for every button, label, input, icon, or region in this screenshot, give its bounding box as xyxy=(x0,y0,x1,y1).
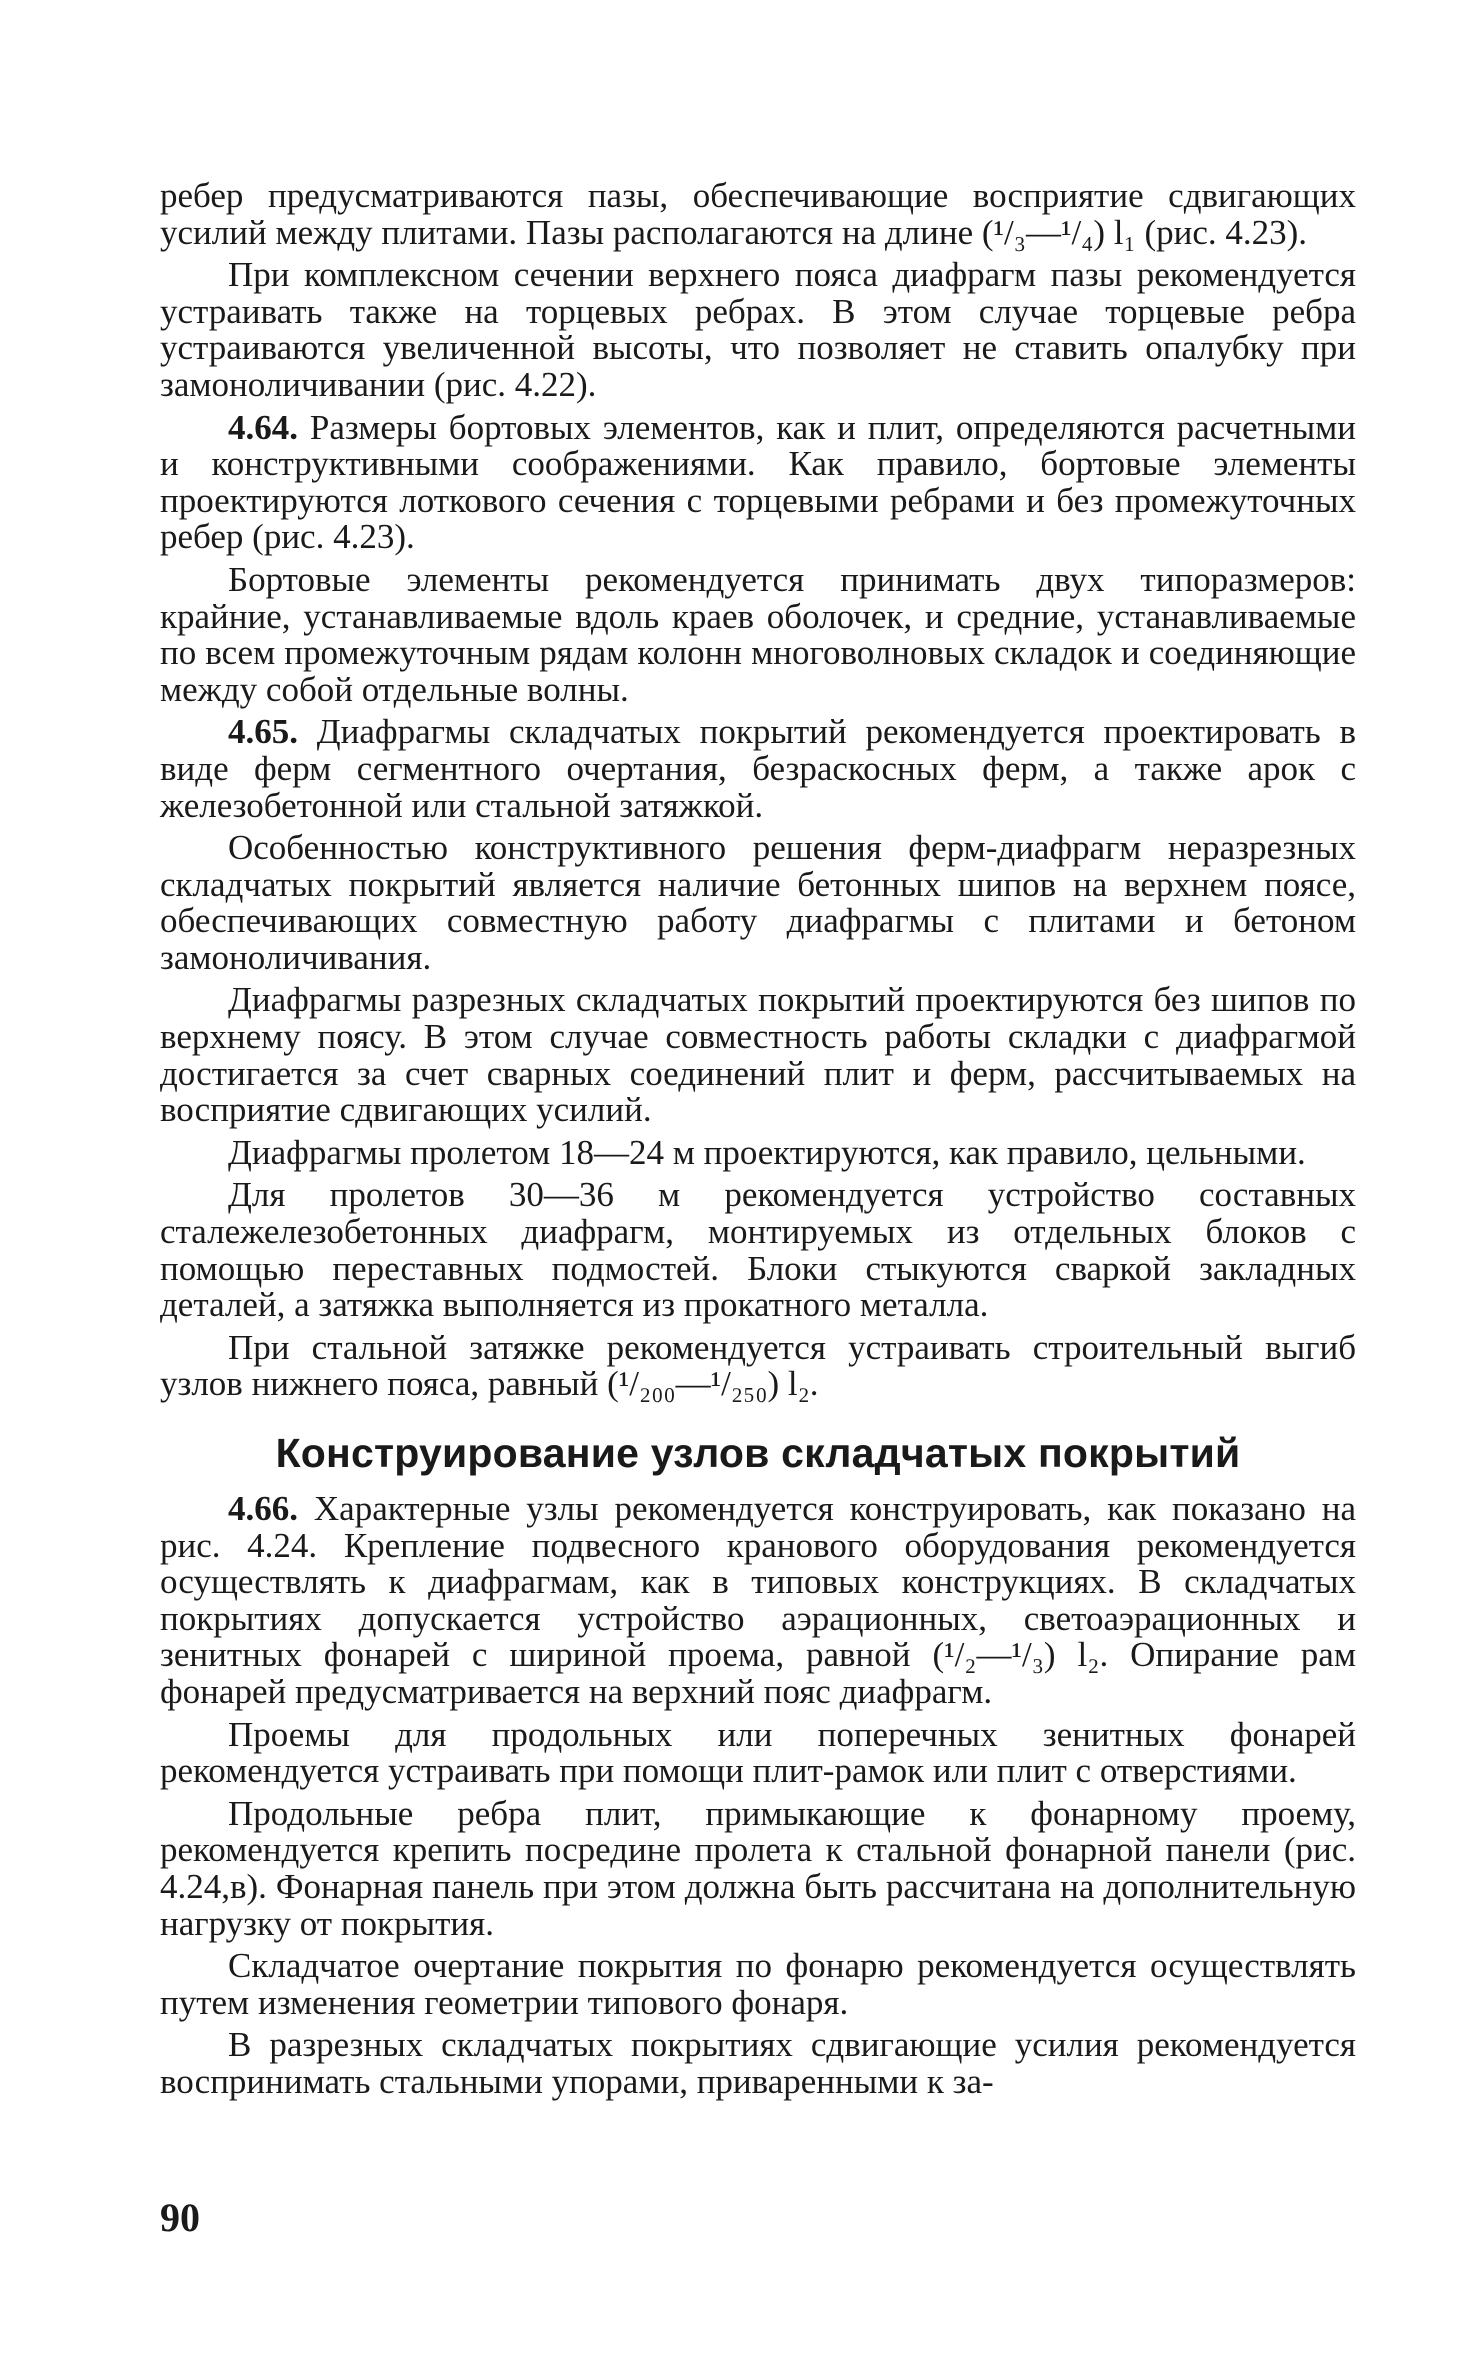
paragraph-text: Особенностью конструктивного решения ферм-диафрагм неразрезных складчатых покрытий является наличие бетонных шипов на верхнем поясе, обеспечивающих совместную работу диафрагмы с плитами и бетоном замоноличивания. xyxy=(160,828,1356,977)
clause-number: 4.64. xyxy=(228,407,298,447)
paragraph-text: Для пролетов 30—36 м рекомендуется устройство составных сталежелезобетонных диафрагм, монтируемых из отдельных блоков с помощью переставных подмостей. Блоки стыкуются сваркой закладных деталей, а затяжка выполняется из прокатного металла. xyxy=(160,1175,1356,1325)
paragraph xyxy=(160,257,1356,403)
paragraph-text: Проемы для продольных или поперечных зенитных фонарей рекомендуется устраивать при помощи плит-рамок или плит с отверстиями. xyxy=(160,1714,1356,1791)
paragraph xyxy=(160,2027,1356,2100)
paragraph-text: Размеры бортовых элементов, как и плит, определяются расчетными и конструктивными соображениями. Как правило, бортовые элементы проектируются лоткового сечения с торцевыми ребрами и без промежуточных ребер (рис. 4.23). xyxy=(160,407,1356,557)
paragraph xyxy=(160,178,1356,251)
section-heading: Конструирование узлов складчатых покрытий xyxy=(275,1430,1241,1476)
paragraph xyxy=(160,1948,1356,2021)
clause-number: 4.66. xyxy=(228,1489,298,1528)
paragraph xyxy=(160,407,1356,557)
paragraph xyxy=(160,1132,1356,1172)
paragraph xyxy=(160,1714,1356,1791)
paragraph-text: Характерные узлы рекомендуется конструировать, как показано на рис. 4.24. Крепление подвесного кранового оборудования рекомендуется осуществлять к диафрагмам, как в типовых конструкциях. В складчатых покрытиях допускается устройство аэрационных, светоаэрационных и зенитных фонарей с шириной проема, равной (¹/₂—¹/₃) l₂. Опирание рам фонарей предусматривается на верхний пояс диафрагм. xyxy=(160,1489,1356,1711)
paragraph xyxy=(160,714,1356,824)
paragraph xyxy=(160,830,1356,976)
paragraph xyxy=(160,559,1356,709)
paragraph-text: Бортовые элементы рекомендуется принимать двух типоразмеров: крайние, устанавливаемые вдоль краев оболочек, и средние, устанавливаемые по всем промежуточным рядам колонн многоволновых складок и соединяющие между собой отдельные волны. xyxy=(160,559,1356,709)
paragraph xyxy=(160,982,1356,1128)
paragraph xyxy=(160,1177,1356,1323)
page-body xyxy=(160,178,1356,2107)
paragraph xyxy=(160,1491,1356,1711)
paragraph-text: Складчатое очертание покрытия по фонарю рекомендуется осуществлять путем изменения геометрии типового фонаря. xyxy=(160,1946,1356,2022)
paragraph-text: Диафрагмы складчатых покрытий рекомендуется проектировать в виде ферм сегментного очертания, безраскосных ферм, а также арок с железобетонной или стальной затяжкой. xyxy=(160,712,1357,825)
paragraph-text: Диафрагмы пролетом 18—24 м проектируются, как правило, цельными. xyxy=(228,1132,1306,1172)
clause-number: 4.65. xyxy=(228,712,298,752)
paragraph-text: При стальной затяжке рекомендуется устраивать строительный выгиб узлов нижнего пояса, равный (¹/₂₀₀—¹/₂₅₀) l₂. xyxy=(160,1327,1356,1404)
paragraph-text: При комплексном сечении верхнего пояса диафрагм пазы рекомендуется устраивать также на торцевых ребрах. В этом случае торцевые ребра устраиваются увеличенной высоты, что позволяет не ставить опалубку при замоноличивании (рис. 4.22). xyxy=(160,255,1356,404)
page-number: 90 xyxy=(160,2195,200,2240)
paragraph xyxy=(160,1327,1356,1404)
paragraph xyxy=(160,1793,1356,1943)
paragraph-text: В разрезных складчатых покрытиях сдвигающие усилия рекомендуется воспринимать стальными упорами, приваренными к за- xyxy=(160,2025,1356,2101)
paragraph-text: ребер предусматриваются пазы, обеспечивающие восприятие сдвигающих усилий между плитами. Пазы располагаются на длине (¹/₃—¹/₄) l₁ (рис. 4.23). xyxy=(160,176,1356,252)
paragraph-text: Диафрагмы разрезных складчатых покрытий проектируются без шипов по верхнему поясу. В этом случае совместность работы складки с диафрагмой достигается за счет сварных соединений плит и ферм, рассчитываемых на восприятие сдвигающих усилий. xyxy=(160,980,1356,1130)
paragraph-text: Продольные ребра плит, примыкающие к фонарному проему, рекомендуется крепить посредине пролета к стальной фонарной панели (рис. 4.24,в). Фонарная панель при этом должна быть рассчитана на дополнительную нагрузку от покрытия. xyxy=(160,1793,1356,1943)
